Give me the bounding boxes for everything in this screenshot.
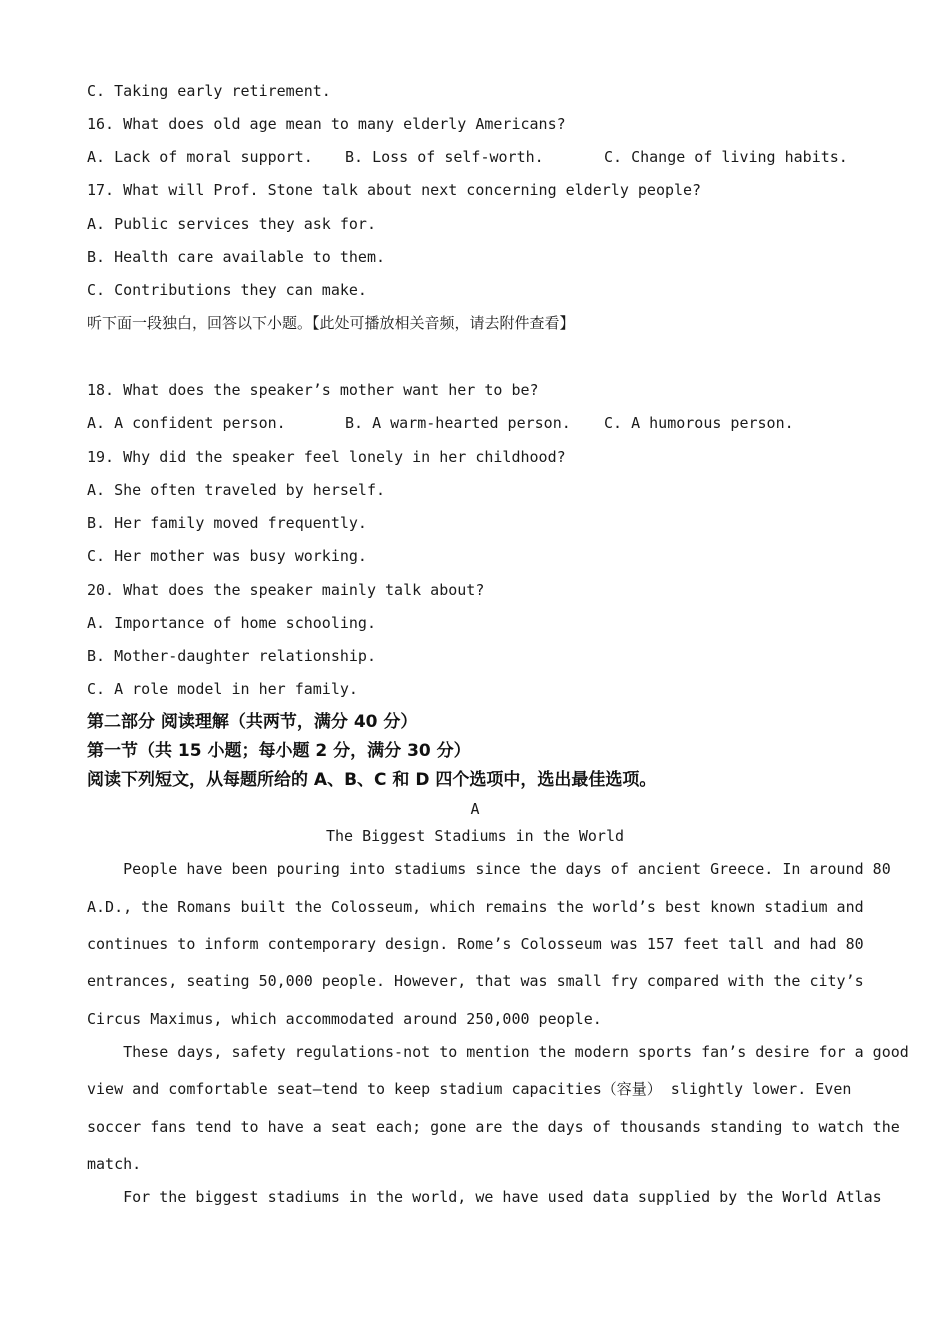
q18-option-b: B. A warm-hearted person. xyxy=(345,414,571,432)
q18-option-c: C. A humorous person. xyxy=(604,414,794,432)
q20-option-b: B. Mother-daughter relationship. xyxy=(87,647,376,665)
q19-question: 19. Why did the speaker feel lonely in her childhood? xyxy=(87,448,566,466)
q17-option-b: B. Health care available to them. xyxy=(87,248,386,266)
monologue-instruction: 听下面一段独白，回答以下小题。【此处可播放相关音频，请去附件查看】 xyxy=(87,314,575,332)
passage-line: People have been pouring into stadiums since the days of ancient Greece. In around 80 xyxy=(87,860,891,878)
passage-line: soccer fans tend to have a seat each; gone are the days of thousands standing to watch the xyxy=(87,1118,900,1136)
q17-option-a: A. Public services they ask for. xyxy=(87,215,376,233)
passage-line: Circus Maximus, which accommodated around 250,000 people. xyxy=(87,1010,602,1028)
passage-line: A.D., the Romans built the Colosseum, which remains the world’s best known stadium and xyxy=(87,898,864,916)
section-title: 第一节（共 15 小题；每小题 2 分，满分 30 分） xyxy=(87,741,471,761)
q19-option-b: B. Her family moved frequently. xyxy=(87,514,367,532)
q20-option-a: A. Importance of home schooling. xyxy=(87,614,376,632)
q17-question: 17. What will Prof. Stone talk about next concerning elderly people? xyxy=(87,181,702,199)
q18-option-a: A. A confident person. xyxy=(87,414,286,432)
q17-option-c: C. Contributions they can make. xyxy=(87,281,367,299)
q20-question: 20. What does the speaker mainly talk about? xyxy=(87,581,485,599)
q18-question: 18. What does the speaker’s mother want her to be? xyxy=(87,381,539,399)
q20-option-c: C. A role model in her family. xyxy=(87,680,358,698)
q16-option-c: C. Change of living habits. xyxy=(604,148,848,166)
reading-instruction: 阅读下列短文，从每题所给的 A、B、C 和 D 四个选项中，选出最佳选项。 xyxy=(87,770,657,790)
q19-option-a: A. She often traveled by herself. xyxy=(87,481,386,499)
passage-line: view and comfortable seat—tend to keep stadium capacities（容量） slightly lower. Even xyxy=(87,1080,852,1098)
q16-option-a: A. Lack of moral support. xyxy=(87,148,313,166)
passage-label: A xyxy=(470,800,480,818)
passage-title: The Biggest Stadiums in the World xyxy=(325,827,624,845)
q15-option-c: C. Taking early retirement. xyxy=(87,82,331,100)
q16-option-b: B. Loss of self-worth. xyxy=(345,148,544,166)
passage-line: entrances, seating 50,000 people. However, that was small fry compared with the city’s xyxy=(87,972,864,990)
passage-line: match. xyxy=(87,1155,142,1173)
q19-option-c: C. Her mother was busy working. xyxy=(87,547,367,565)
passage-line: For the biggest stadiums in the world, we have used data supplied by the World Atlas xyxy=(87,1188,882,1206)
passage-line: continues to inform contemporary design. Rome’s Colosseum was 157 feet tall and had 80 xyxy=(87,935,864,953)
part-title: 第二部分 阅读理解（共两节，满分 40 分） xyxy=(87,712,418,732)
q16-question: 16. What does old age mean to many elderly Americans? xyxy=(87,115,566,133)
passage-line: These days, safety regulations-not to mention the modern sports fan’s desire for a good xyxy=(87,1043,909,1061)
